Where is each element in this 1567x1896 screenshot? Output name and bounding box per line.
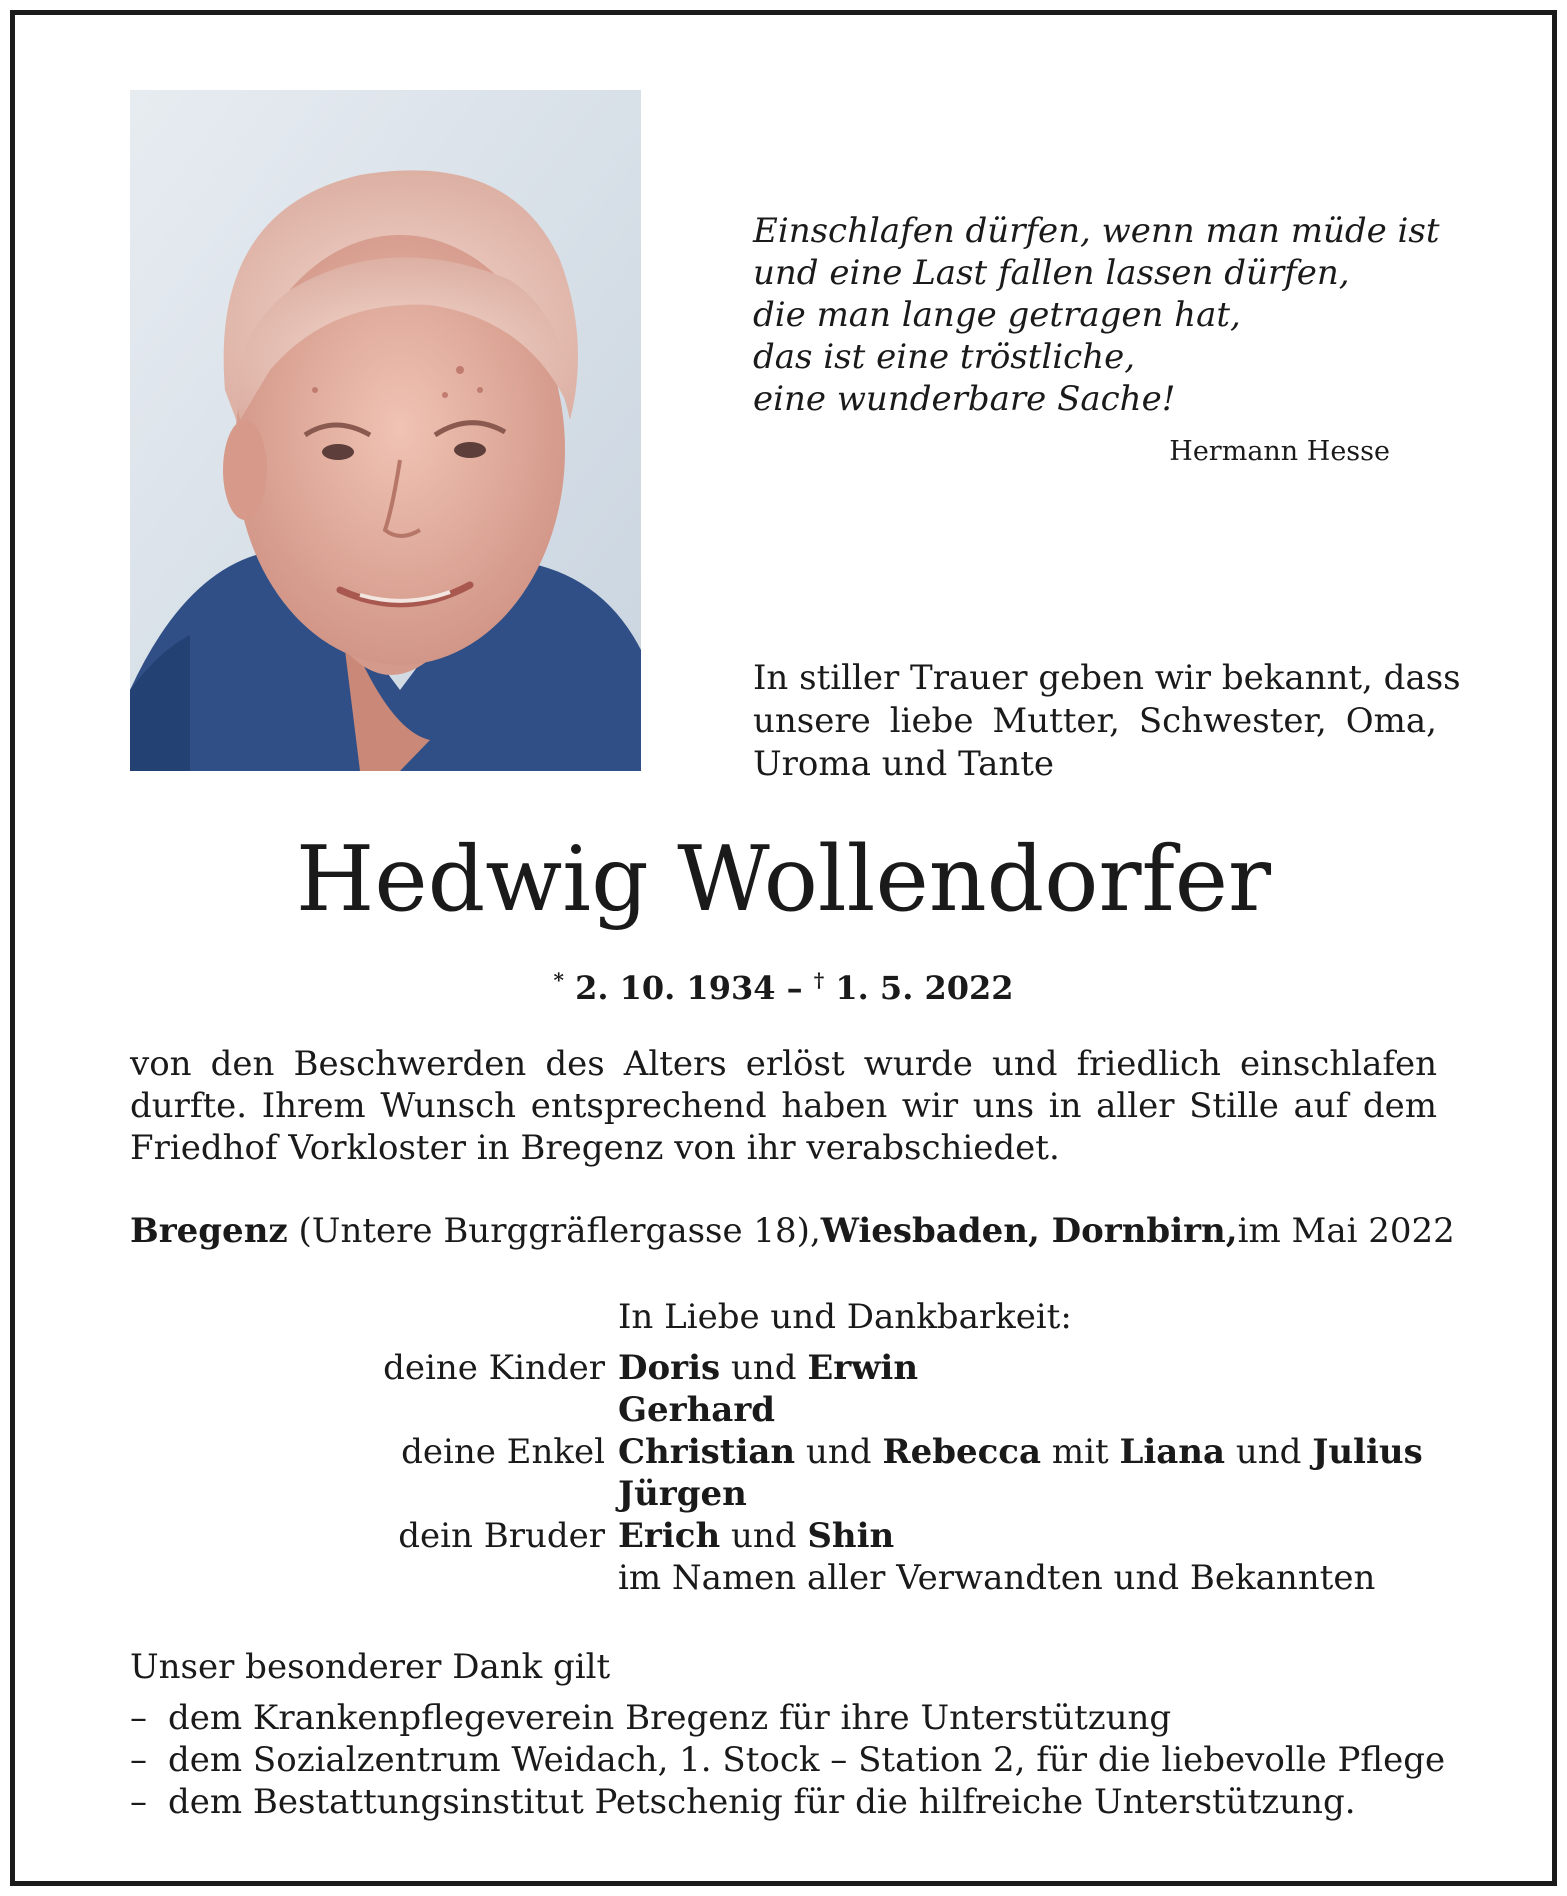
family-name: Liana: [1119, 1432, 1226, 1472]
birth-date: 2. 10. 1934: [575, 969, 776, 1007]
announcement-line: In stiller Trauer geben wir bekannt, dass: [753, 658, 1461, 698]
family-heading: In Liebe und Dankbarkeit:: [618, 1297, 1072, 1337]
quote-line: und eine Last fallen lassen dürfen,: [753, 253, 1350, 293]
thanks-item-text: dem Krankenpflegeverein Bregenz für ihre Unterstützung: [168, 1698, 1172, 1738]
thanks-item-text: dem Bestattungsinstitut Petschenig für die hilfreiche Unterstützung.: [168, 1782, 1356, 1822]
portrait-photo: [130, 90, 641, 771]
body-line: von den Beschwerden des Alters erlöst wurde und friedlich einschlafen: [130, 1044, 1437, 1084]
conjunction: und: [1235, 1432, 1302, 1472]
conjunction: und: [730, 1516, 797, 1556]
family-label: deine Enkel: [401, 1432, 605, 1472]
family-name: Shin: [807, 1516, 895, 1556]
birth-symbol: *: [553, 968, 564, 992]
conjunction: mit: [1051, 1432, 1109, 1472]
quote-author: Hermann Hesse: [1169, 436, 1390, 467]
family-closing: im Namen aller Verwandten und Bekannten: [618, 1558, 1376, 1598]
family-name: Gerhard: [618, 1390, 776, 1430]
quote-line: Einschlafen dürfen, wenn man müde ist: [753, 211, 1440, 251]
announcement: [753, 657, 1461, 786]
dash-bullet: –: [130, 1698, 147, 1738]
family-name: Erwin: [807, 1348, 919, 1388]
deceased-name: Hedwig Wollendorfer: [295, 827, 1272, 932]
thanks-item-text: dem Sozialzentrum Weidach, 1. Stock – Station 2, für die liebevolle Pflege: [168, 1740, 1446, 1780]
death-date: 1. 5. 2022: [835, 969, 1014, 1007]
place-address: (Untere Burggräflergasse 18),: [298, 1211, 821, 1251]
quote-line: das ist eine tröstliche,: [753, 337, 1136, 377]
quote-line: eine wunderbare Sache!: [753, 379, 1176, 419]
place-other-cities: Wiesbaden, Dornbirn,: [820, 1211, 1238, 1251]
family-name: Rebecca: [882, 1432, 1042, 1472]
dash-bullet: –: [130, 1740, 147, 1780]
dash-bullet: –: [130, 1782, 147, 1822]
family-name: Julius: [1312, 1432, 1423, 1472]
conjunction: und: [805, 1432, 872, 1472]
family-name: Christian: [618, 1432, 796, 1472]
family-label: deine Kinder: [383, 1348, 605, 1388]
poem-quote: [753, 210, 1440, 420]
death-symbol: †: [813, 968, 825, 992]
family-name: Erich: [618, 1516, 721, 1556]
place-city: Bregenz: [130, 1211, 288, 1251]
family-name: Jürgen: [618, 1474, 747, 1514]
announcement-line: unsere liebe Mutter, Schwester, Oma,: [753, 701, 1437, 741]
family-name: Doris: [618, 1348, 721, 1388]
thanks-intro: Unser besonderer Dank gilt: [130, 1647, 611, 1687]
quote-line: die man lange getragen hat,: [753, 295, 1241, 335]
body-line: durfte. Ihrem Wunsch entsprechend haben wir uns in aller Stille auf dem: [130, 1086, 1437, 1126]
place-date: im Mai 2022: [1237, 1211, 1455, 1251]
family-label: dein Bruder: [398, 1516, 605, 1556]
conjunction: und: [730, 1348, 797, 1388]
date-separator: –: [786, 969, 803, 1007]
body-line: Friedhof Vorkloster in Bregenz von ihr verabschiedet.: [130, 1128, 1060, 1168]
body-paragraph: [130, 1043, 1437, 1169]
announcement-line: Uroma und Tante: [753, 744, 1055, 784]
life-dates: [0, 960, 1567, 1008]
place-date-line: [130, 1210, 1455, 1252]
